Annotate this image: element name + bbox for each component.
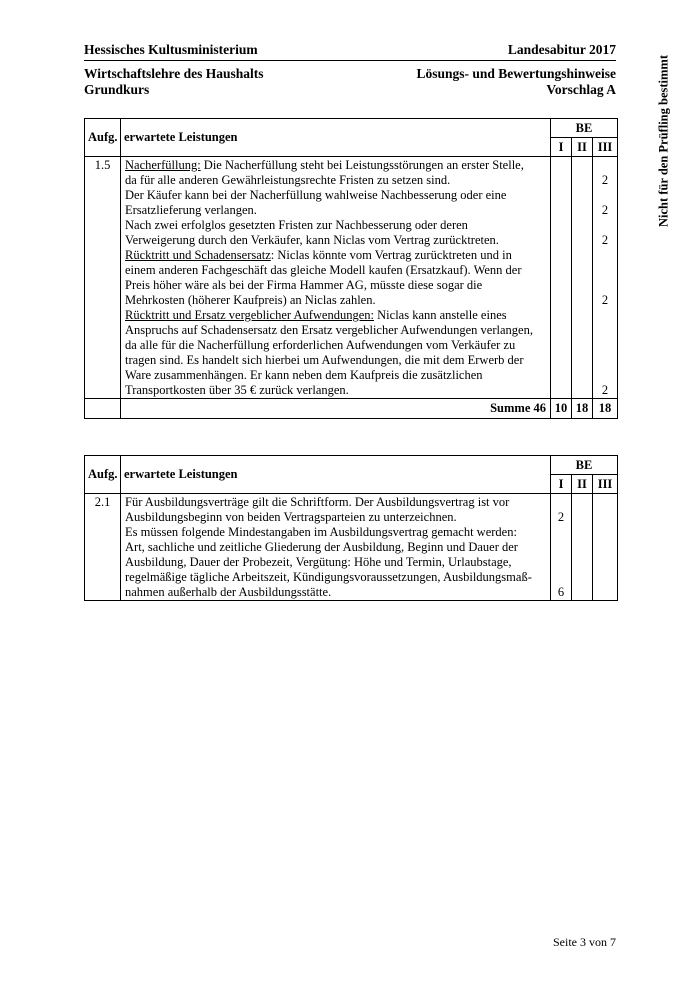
text-line: Nacherfüllung: Die Nacherfüllung steht bei Leistungsstörungen an erster Stelle,: [125, 158, 524, 172]
sum-row: [85, 399, 618, 419]
text-line: Art, sachliche und zeitliche Gliederung der Ausbildung, Beginn und Dauer der: [125, 540, 518, 554]
points-i: [551, 157, 572, 399]
sum-label: Summe 46: [121, 399, 551, 419]
task-number: 1.5: [85, 157, 121, 399]
points-ii: [572, 494, 593, 601]
task-text: [121, 494, 551, 601]
header-expected: erwartete Leistungen: [121, 456, 551, 494]
text-line: Verweigerung durch den Verkäufer, kann Niclas vom Vertrag zurücktreten.: [125, 233, 499, 247]
hint-title: Lösungs- und Bewertungshinweise: [416, 66, 616, 81]
header-level-ii: II: [572, 475, 593, 494]
page-number: Seite 3 von 7: [553, 935, 616, 949]
exam-title: Landesabitur 2017: [507, 42, 616, 57]
header-level-ii: II: [572, 138, 593, 157]
header-level-i: I: [551, 138, 572, 157]
task-number: 2.1: [85, 494, 121, 601]
header-task: Aufg.: [85, 119, 121, 157]
assessment-table-2: [84, 455, 618, 601]
points-i: 2 6: [551, 494, 572, 601]
header-be: BE: [551, 119, 618, 138]
assessment-table-1: [84, 118, 618, 419]
header-level-iii: III: [593, 138, 618, 157]
text-line: Für Ausbildungsverträge gilt die Schriftform. Der Ausbildungsvertrag ist vor: [125, 495, 510, 509]
subject-name: Wirtschaftslehre des Haushalts: [84, 66, 264, 81]
text-line: Ausbildung, Dauer der Probezeit, Vergütung: Höhe und Termin, Urlaubstage,: [125, 555, 512, 569]
sum-i: 10: [551, 399, 572, 419]
header-task: Aufg.: [85, 456, 121, 494]
text-line: einem anderen Fachgeschäft das gleiche Modell kaufen (Ersatzkauf). Wenn der: [125, 263, 522, 277]
header-row-1: [84, 42, 616, 58]
text-line: tragen sind. Es handelt sich hierbei um Aufwendungen, die mit dem Erwerb der: [125, 353, 524, 367]
task-text: [121, 157, 551, 399]
text-line: da für alle anderen Gewährleistungsrechte Fristen zu setzen sind.: [125, 173, 451, 187]
text-line: Es müssen folgende Mindestangaben im Ausbildungsvertrag gemacht werden:: [125, 525, 517, 539]
text-line: da alle für die Nacherfüllung erforderlichen Aufwendungen vom Verkäufer zu: [125, 338, 516, 352]
points-iii: 2 2 2 2 2: [593, 157, 618, 399]
text-line: Ware zusammenhängen. Er kann neben dem Kaufpreis die zusätzlichen: [125, 368, 483, 382]
points-ii: [572, 157, 593, 399]
proposal-label: Vorschlag A: [546, 82, 616, 97]
table-row: [85, 494, 618, 601]
text-line: Rücktritt und Ersatz vergeblicher Aufwendungen: Niclas kann anstelle eines: [125, 308, 507, 322]
sum-iii: 18: [593, 399, 618, 419]
text-line: Ersatzlieferung verlangen.: [125, 203, 257, 217]
text-line: nahmen außerhalb der Ausbildungsstätte.: [125, 585, 332, 599]
table-row: [85, 157, 618, 399]
header-row-3: [84, 82, 616, 98]
header-divider: [84, 60, 616, 61]
text-line: Transportkosten über 35 € zurück verlangen.: [125, 383, 349, 397]
sum-ii: 18: [572, 399, 593, 419]
text-line: Der Käufer kann bei der Nacherfüllung wahlweise Nachbesserung oder eine: [125, 188, 507, 202]
ministry-name: Hessisches Kultusministerium: [84, 42, 258, 57]
side-note-text: Nicht für den Prüfling bestimmt: [656, 55, 671, 227]
text-line: Nach zwei erfolglos gesetzten Fristen zur Nachbesserung oder deren: [125, 218, 468, 232]
side-note: [654, 36, 674, 246]
header-expected: erwartete Leistungen: [121, 119, 551, 157]
text-line: Mehrkosten (höherer Kaufpreis) an Niclas zahlen.: [125, 293, 376, 307]
header-row-2: [84, 66, 616, 82]
points-iii: [593, 494, 618, 601]
course-name: Grundkurs: [84, 82, 150, 97]
text-line: Preis höher wäre als bei der Firma Hammer AG, müsste diese sogar die: [125, 278, 483, 292]
text-line: Ausbildungsbeginn von beiden Vertragsparteien zu unterzeichnen.: [125, 510, 457, 524]
header-level-iii: III: [593, 475, 618, 494]
text-line: Rücktritt und Schadensersatz: Niclas könnte vom Vertrag zurücktreten und in: [125, 248, 512, 262]
header-be: BE: [551, 456, 618, 475]
text-line: Anspruchs auf Schadensersatz den Ersatz vergeblicher Aufwendungen verlangen,: [125, 323, 533, 337]
text-line: regelmäßige tägliche Arbeitszeit, Kündigungsvoraussetzungen, Ausbildungsmaß-: [125, 570, 532, 584]
header-level-i: I: [551, 475, 572, 494]
